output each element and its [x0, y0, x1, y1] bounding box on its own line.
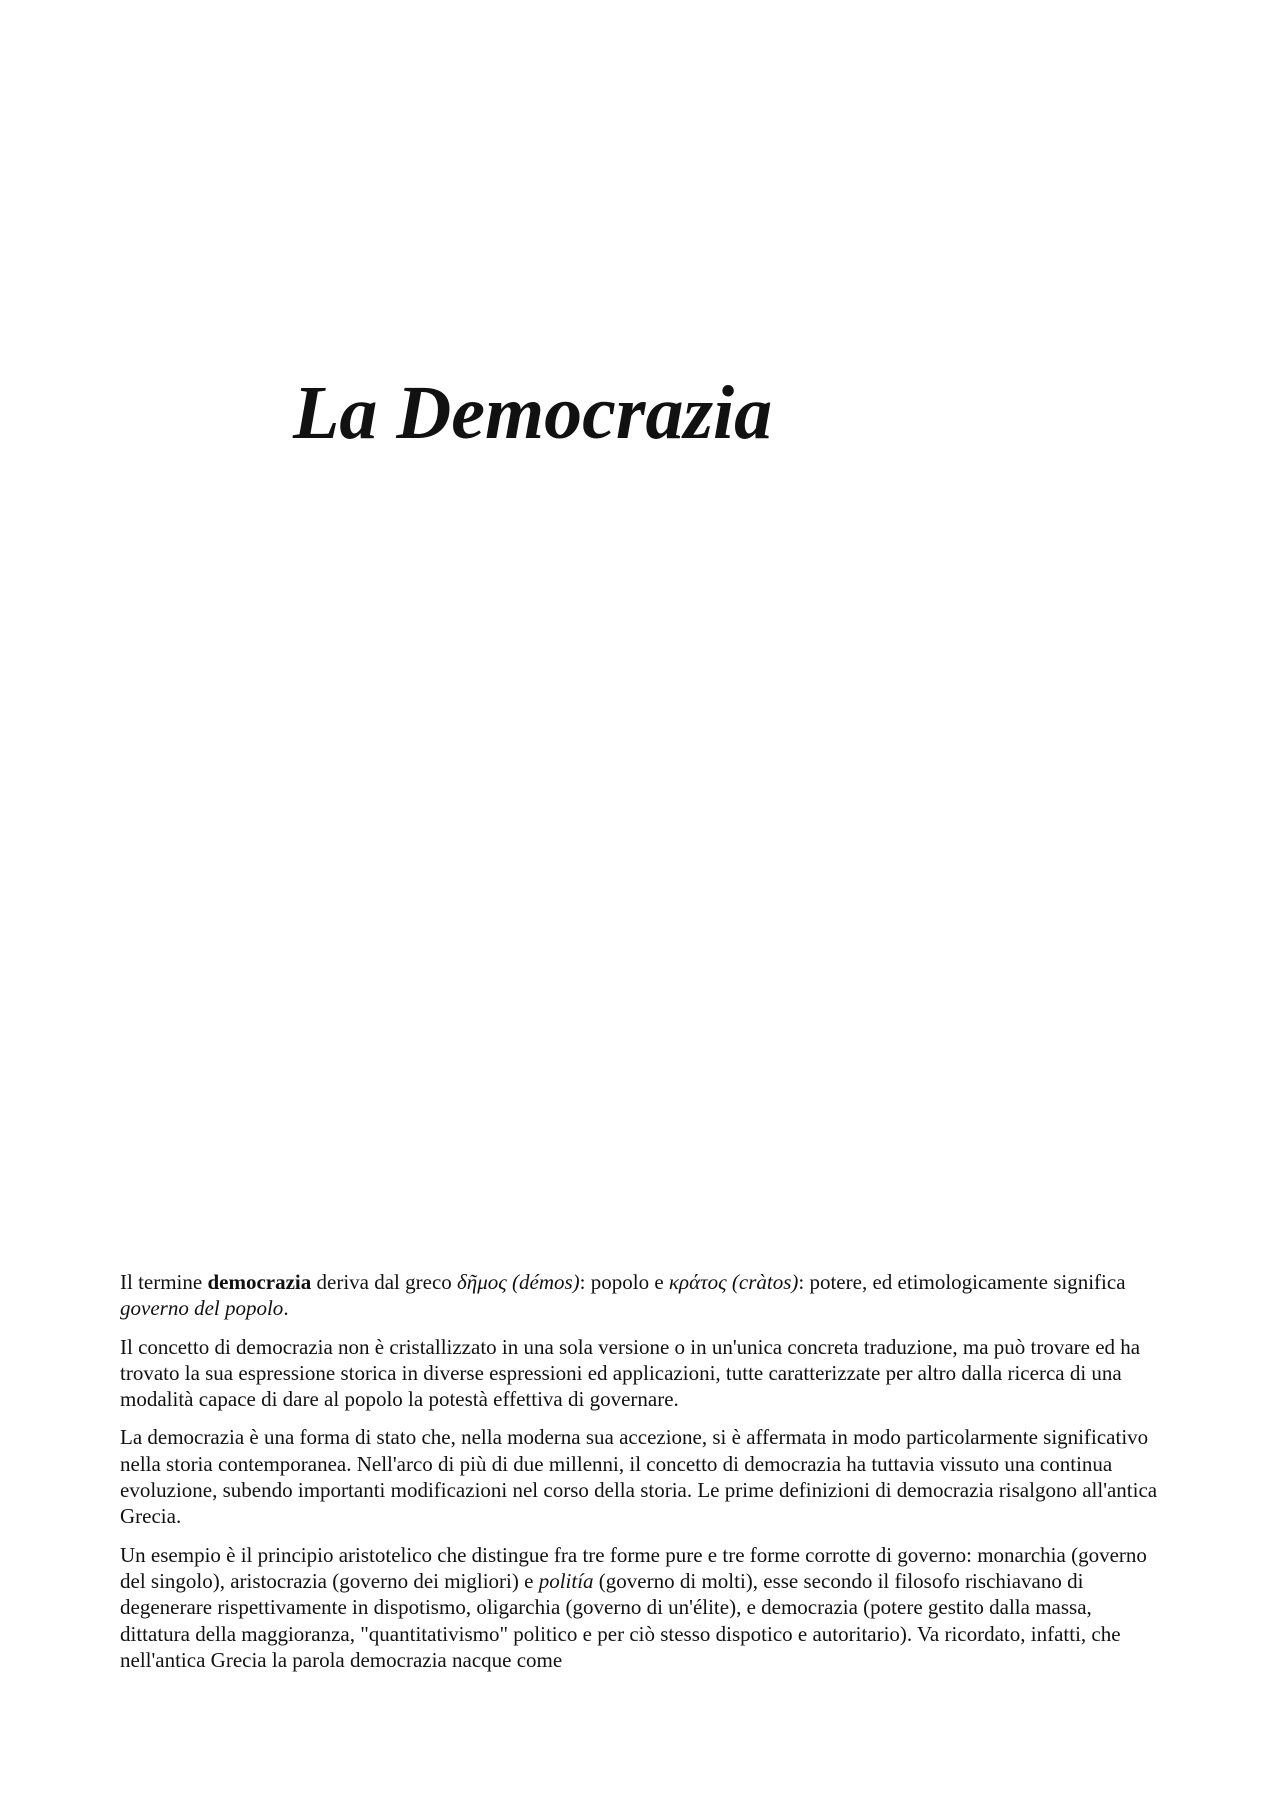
p1-text-2: deriva dal greco [311, 1270, 458, 1294]
paragraph-aristotle [120, 1542, 1165, 1673]
p4-text-1: Un esempio è il principio aristotelico che distingue fra tre forme pure e tre forme corrotte di governo: monarchia (governo del singolo), aristocrazia (governo dei migliori) e [120, 1542, 1147, 1593]
p1-text-1: Il termine [120, 1270, 208, 1294]
governo-del-popolo: governo del popolo [120, 1296, 284, 1321]
document-body [120, 1269, 1165, 1685]
term-democrazia: democrazia [207, 1270, 312, 1294]
p1-text-3: : popolo e [579, 1270, 669, 1294]
paragraph-etymology [120, 1269, 1165, 1322]
p1-text-4: : potere, ed etimologicamente significa [798, 1270, 1126, 1294]
term-politia: politía [538, 1568, 594, 1593]
document-title: La Democrazia [293, 371, 773, 455]
p1-text-5: . [283, 1296, 289, 1321]
greek-demos: δῆμος (démos) [457, 1270, 580, 1294]
paragraph-history: La democrazia è una forma di stato che, nella moderna sua accezione, si è affermata in modo particolarmente significativo nella storia contemporanea. Nell'arco di più di due millenni, il concetto di democrazia ha tuttavia vissuto una continua evoluzione, subendo importanti modificazioni nel corso della storia. Le prime definizioni di democrazia risalgono all'antica Grecia. [120, 1425, 1158, 1529]
p4-text-2: (governo di molti), esse secondo il filosofo rischiavano di degenerare rispettivamente in dispotismo, oligarchia (governo di un'élite), e democrazia (potere gestito dalla massa, dittatura della maggioranza, "quantitativismo" politico e per ciò stesso dispotico e autoritario). Va ricordato, infatti, che nell'antica Grecia la parola democrazia nacque come [120, 1568, 1121, 1672]
greek-kratos: κράτος (cràtos) [668, 1270, 799, 1294]
paragraph-concept: Il concetto di democrazia non è cristallizzato in una sola versione o in un'unica concreta traduzione, ma può trovare ed ha trovato la sua espressione storica in diverse espressioni ed applicazioni, tutte caratterizzate per altro dalla ricerca di una modalità capace di dare al popolo la potestà effettiva di governare. [120, 1334, 1141, 1412]
